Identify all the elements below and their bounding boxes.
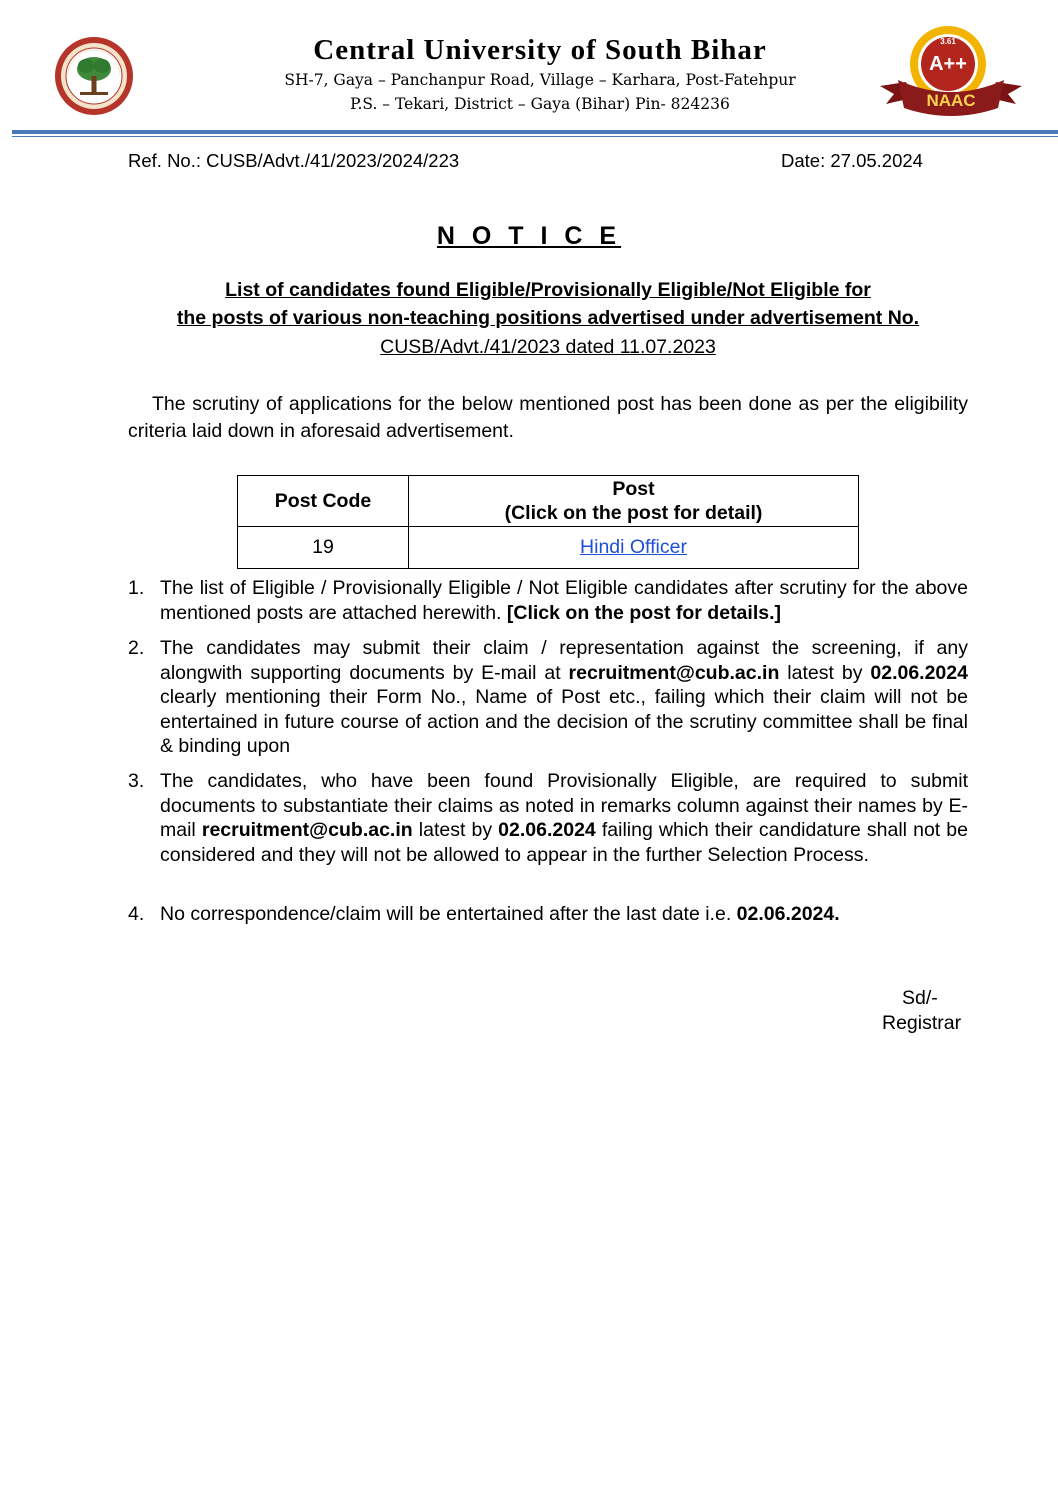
university-name: Central University of South Bihar [313,34,767,66]
item-text-part: The list of Eligible / Provisionally Eligible / Not Eligible candidates after scrutiny for the above mentioned posts are attached herewith. [160,577,968,624]
header-rule [12,130,1058,134]
item-text-part: clearly mentioning their Form No., Name of Post etc., failing which their claim will not be entertained in future course of action and the decision of the scrutiny committee shall be final & binding upon [160,686,968,757]
item-text [160,902,968,927]
post-code-cell: 19 [238,527,409,569]
notice-title: N O T I C E [436,222,622,250]
subheading-line-3: CUSB/Advt./41/2023 dated 11.07.2023 [380,336,716,358]
deadline-date: 02.06.2024 [498,819,596,841]
naac-badge-icon [876,24,1026,118]
item-text-part: latest by [412,819,499,841]
recruitment-email: recruitment@cub.ac.in [568,661,780,684]
reference-number: Ref. No.: CUSB/Advt./41/2023/2024/223 [128,150,460,171]
item-text [160,636,968,759]
svg-text:NAAC: NAAC [926,91,976,110]
item-text-part: The candidates may submit their claim / representation against the screening, if any alongwith supporting documents by E-mail at [160,637,968,684]
item-text-part: latest by [779,661,871,684]
details-instruction: [Click on the post for details.] [506,601,781,624]
svg-text:A++: A++ [929,53,967,75]
subheading-line-2: the posts of various non-teaching positions advertised under advertisement No. [176,307,920,329]
university-seal-icon [54,36,134,116]
posts-table [237,475,859,569]
item-number: 4. [128,903,145,925]
header-post-hint: (Click on the post for detail) [504,502,763,524]
deadline-date: 02.06.2024. [736,903,840,925]
signature-registrar: Registrar [882,1012,962,1034]
item-text [160,769,968,867]
hindi-officer-link[interactable]: Hindi Officer [580,536,687,558]
address-line-1: SH-7, Gaya – Panchanpur Road, Village – Karhara, Post-Fatehpur [284,71,796,89]
item-number: 1. [128,577,145,599]
item-number: 2. [128,637,145,659]
item-text [160,576,968,625]
signature-sd: Sd/- [902,987,938,1009]
subheading-line-1: List of candidates found Eligible/Provisionally Eligible/Not Eligible for [225,279,871,301]
table-row [238,527,859,569]
svg-text:3.61: 3.61 [940,37,956,46]
header-post [409,476,859,527]
post-cell [409,527,859,569]
notice-date: Date: 27.05.2024 [781,150,923,171]
table-header-row [238,476,859,527]
address-line-2: P.S. – Tekari, District – Gaya (Bihar) Pin- 824236 [350,95,730,113]
item-number: 3. [128,770,145,792]
item-text-part: No correspondence/claim will be entertained after the last date i.e. [160,903,737,925]
intro-paragraph: The scrutiny of applications for the below mentioned post has been done as per the eligibility criteria laid down in aforesaid advertisement. [128,393,968,442]
deadline-date: 02.06.2024 [870,661,968,684]
recruitment-email: recruitment@cub.ac.in [201,819,413,841]
item-text-part: failing which their candidature shall not be considered and they will not be allowed to appear in the further Selection Process. [160,819,968,866]
header-post-title: Post [612,478,655,500]
item-text-part: The candidates, who have been found Provisionally Eligible, are required to submit documents to substantiate their claims as noted in remarks column against their names by E-mail [160,770,968,841]
header-rule-thin [12,136,1058,137]
header-post-code: Post Code [238,476,409,527]
